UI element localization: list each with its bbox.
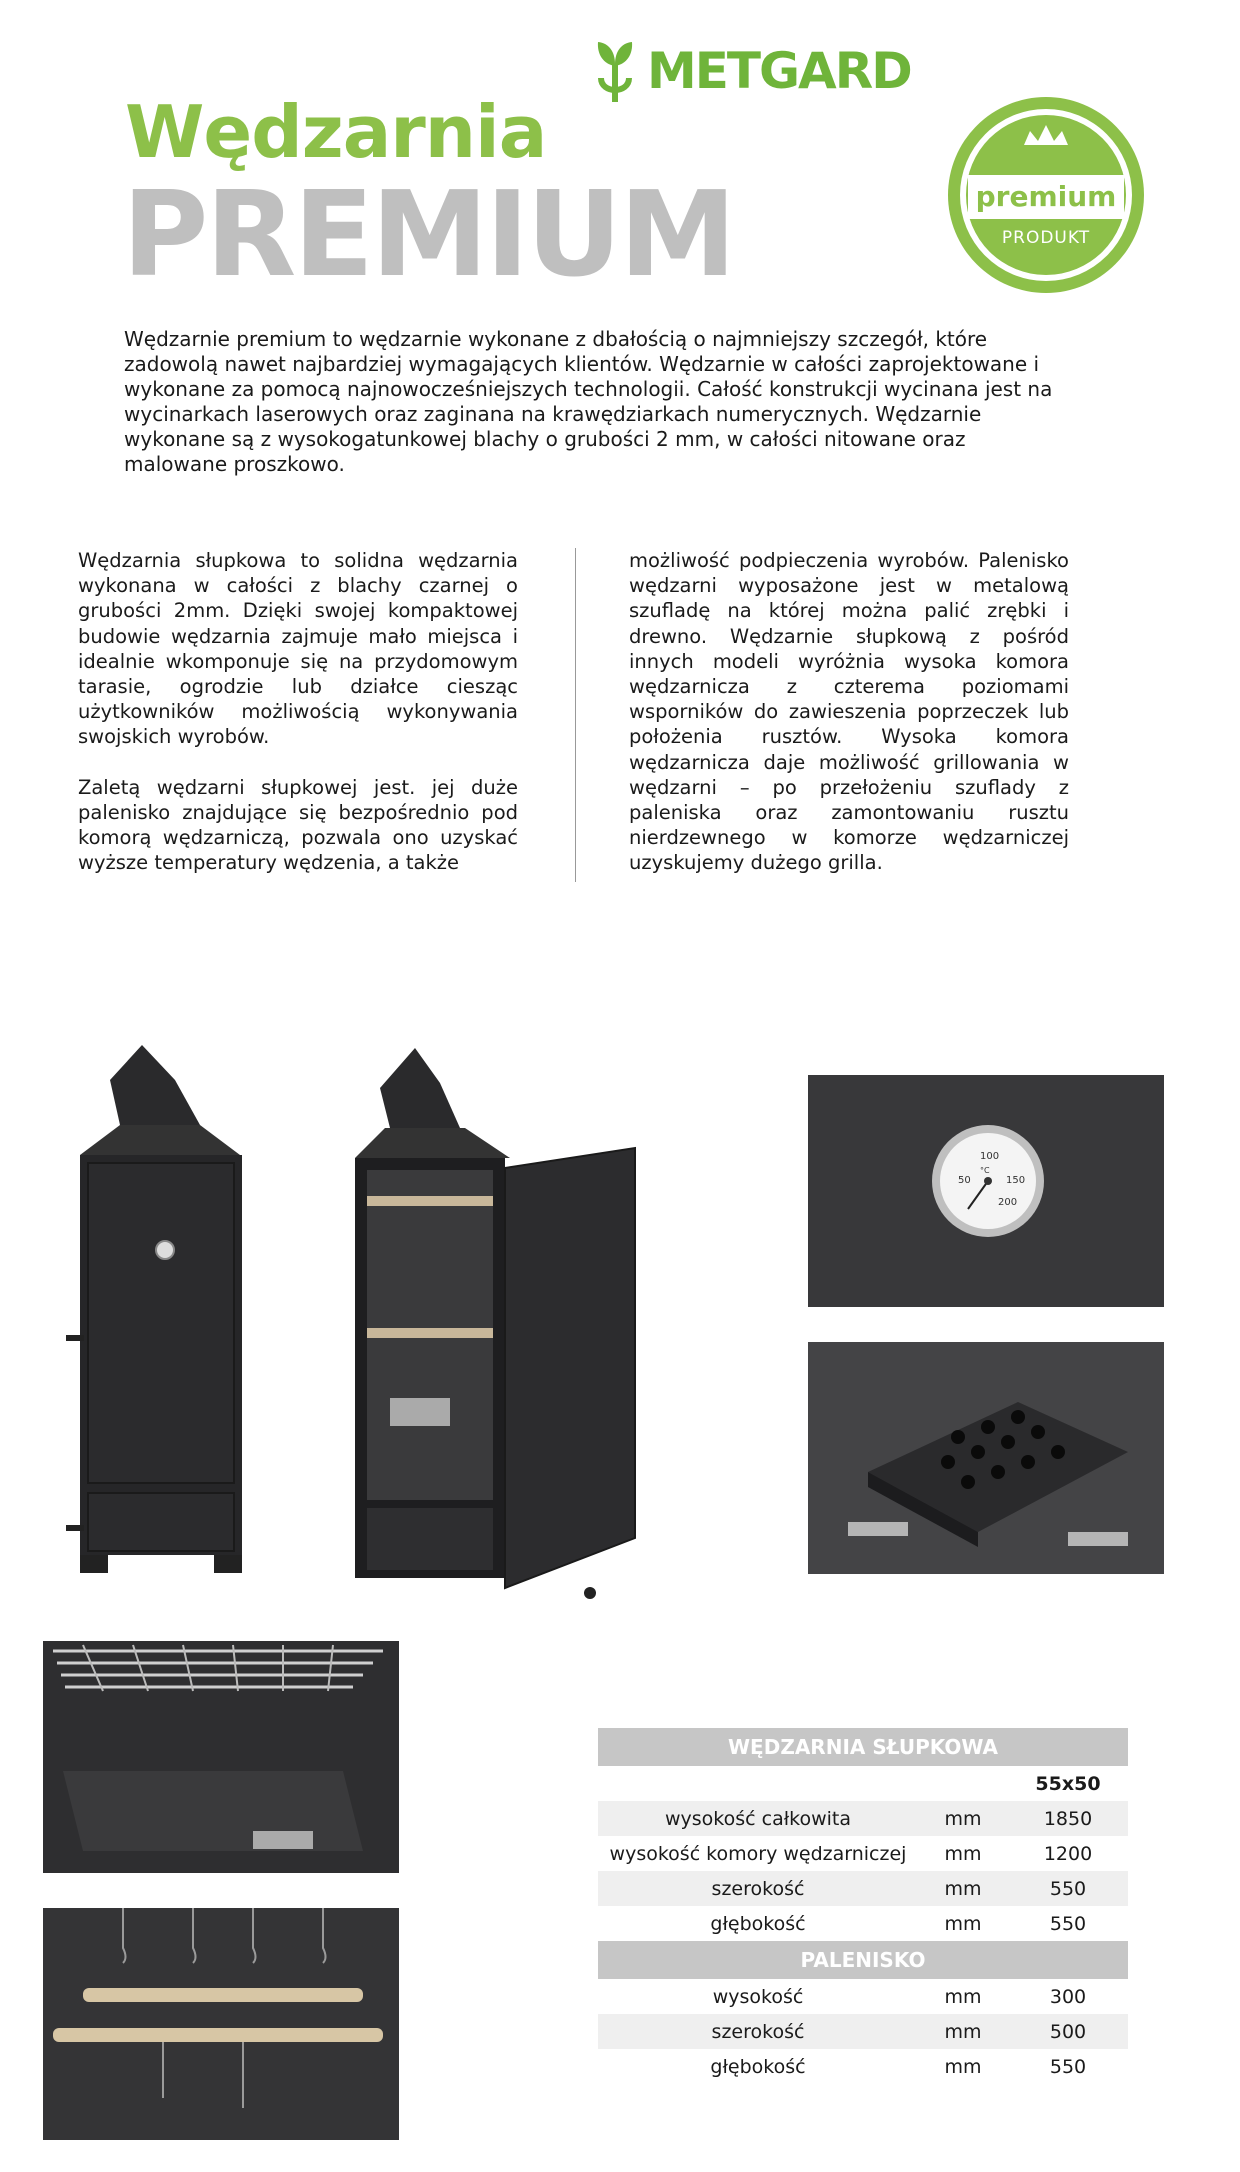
- spec-unit: mm: [944, 2055, 982, 2078]
- brand-logo: [595, 38, 911, 104]
- smoker-closed-photo: [60, 1045, 260, 1585]
- spec-value: 300: [1049, 1985, 1087, 2008]
- table-row: [598, 2049, 1128, 2084]
- smoker-open-photo: [345, 1048, 645, 1613]
- intro-text: Wędzarnie premium to wędzarnie wykonane z dbałością o najmniejszy szczegół, które zadowolą nawet najbardziej wymagających klientów. Wędzarnie w całości zaprojektowane i wykonane za pomocą najnowocześniejszych technologii. Całość konstrukcji wycinana jest na wycinarkach laserowych oraz zaginana na krawędziarkach numerycznych. Wędzarnie wykonane są z wysokogatunkowej blachy o grubości 2 mm, w całości nitowane oraz malowane proszkowo.: [124, 327, 1053, 476]
- spec-label: głębokość: [710, 1912, 806, 1935]
- spec-value: 500: [1008, 2014, 1128, 2049]
- badge-main: premium: [975, 180, 1117, 213]
- spec-label: wysokość: [712, 1985, 804, 2008]
- table-row: [598, 2014, 1128, 2049]
- premium-badge: [946, 95, 1146, 295]
- spec-value: 1850: [1008, 1801, 1128, 1836]
- paragraph: Zaletą wędzarni słupkowej jest. jej duże palenisko znajdujące się bezpośrednio pod komorą wędzarniczą, pozwala ono uzyskać wyższe temperatury wędzenia, a także: [78, 775, 518, 875]
- spec-value: 550: [1008, 1871, 1128, 1906]
- spec-value: 550: [1049, 1912, 1087, 1935]
- hooks-photo: [43, 1908, 399, 2140]
- spec-unit: mm: [944, 1985, 982, 2008]
- brand-name: METGARD: [647, 42, 911, 100]
- thermometer-tick: 200: [998, 1197, 1018, 1208]
- spec-table: [598, 1728, 1128, 2084]
- spec-header: [598, 1728, 1128, 1766]
- spec-header-title: PALENISKO: [598, 1941, 1128, 1979]
- title-line2: PREMIUM: [122, 165, 734, 303]
- paragraph: Wędzarnia słupkowa to solidna wędzarnia wykonana w całości z blachy czarnej o grubości 2mm. Dzięki swojej kompaktowej budowie wędzarnia zajmuje mało miejsca i idealnie wkomponuje się na przydomowym tarasie, ogrodzie lub działce ciesząc użytkowników możliwością wykonywania swojskich wyrobów.: [78, 549, 518, 749]
- spec-header: [598, 1941, 1128, 1979]
- spec-unit: mm: [944, 1842, 982, 1865]
- paragraph: możliwość podpieczenia wyrobów. Palenisko wędzarni wyposażone jest w metalową szufladę na której można palić zrębki i drewno. Wędzarnie słupkową z pośród innych modeli wyróżnia wysoka komora wędzarnicza z czterema poziomami wsporników do zawieszenia poprzeczek lub położenia rusztów. Wysoka komora wędzarnicza daje możliwość grillowania w wędzarni – po przełożeniu szuflady z paleniska oraz zamontowaniu rusztu nierdzewnego w komorze wędzarniczej uzyskujemy dużego grilla.: [629, 549, 1069, 875]
- spec-unit: mm: [918, 1801, 1008, 1836]
- spec-size: 55x50: [1035, 1772, 1101, 1795]
- spec-unit: mm: [918, 1871, 1008, 1906]
- spec-unit: mm: [918, 2014, 1008, 2049]
- table-row: [598, 1801, 1128, 1836]
- spec-size-row: [598, 1766, 1128, 1801]
- title-line1: Wędzarnia: [125, 90, 547, 174]
- table-row: [598, 1871, 1128, 1906]
- thermometer-unit: °C: [980, 1166, 990, 1175]
- spec-label: szerokość: [598, 2014, 918, 2049]
- spec-label: głębokość: [710, 2055, 806, 2078]
- thermometer-tick: 150: [1006, 1175, 1026, 1186]
- spec-header-title: WĘDZARNIA SŁUPKOWA: [598, 1728, 1128, 1766]
- badge-sub: PRODUKT: [1001, 228, 1091, 248]
- thermometer-tick: 50: [958, 1175, 971, 1186]
- spec-unit: mm: [944, 1912, 982, 1935]
- grate-photo: [43, 1641, 399, 1873]
- description-left: [78, 548, 518, 900]
- description-right: [629, 548, 1069, 901]
- table-row: [598, 1906, 1128, 1941]
- spec-label: wysokość całkowita: [598, 1801, 918, 1836]
- sprout-icon: [595, 38, 635, 104]
- spec-label: wysokość komory wędzarniczej: [609, 1842, 907, 1865]
- thermometer-tick: 100: [980, 1151, 1000, 1162]
- spec-value: 550: [1049, 2055, 1087, 2078]
- thermometer-photo: [808, 1075, 1164, 1307]
- column-divider: [575, 548, 576, 882]
- table-row: [598, 1836, 1128, 1871]
- spec-label: szerokość: [598, 1871, 918, 1906]
- table-row: [598, 1979, 1128, 2014]
- spec-value: 1200: [1043, 1842, 1093, 1865]
- ash-plate-photo: [808, 1342, 1164, 1574]
